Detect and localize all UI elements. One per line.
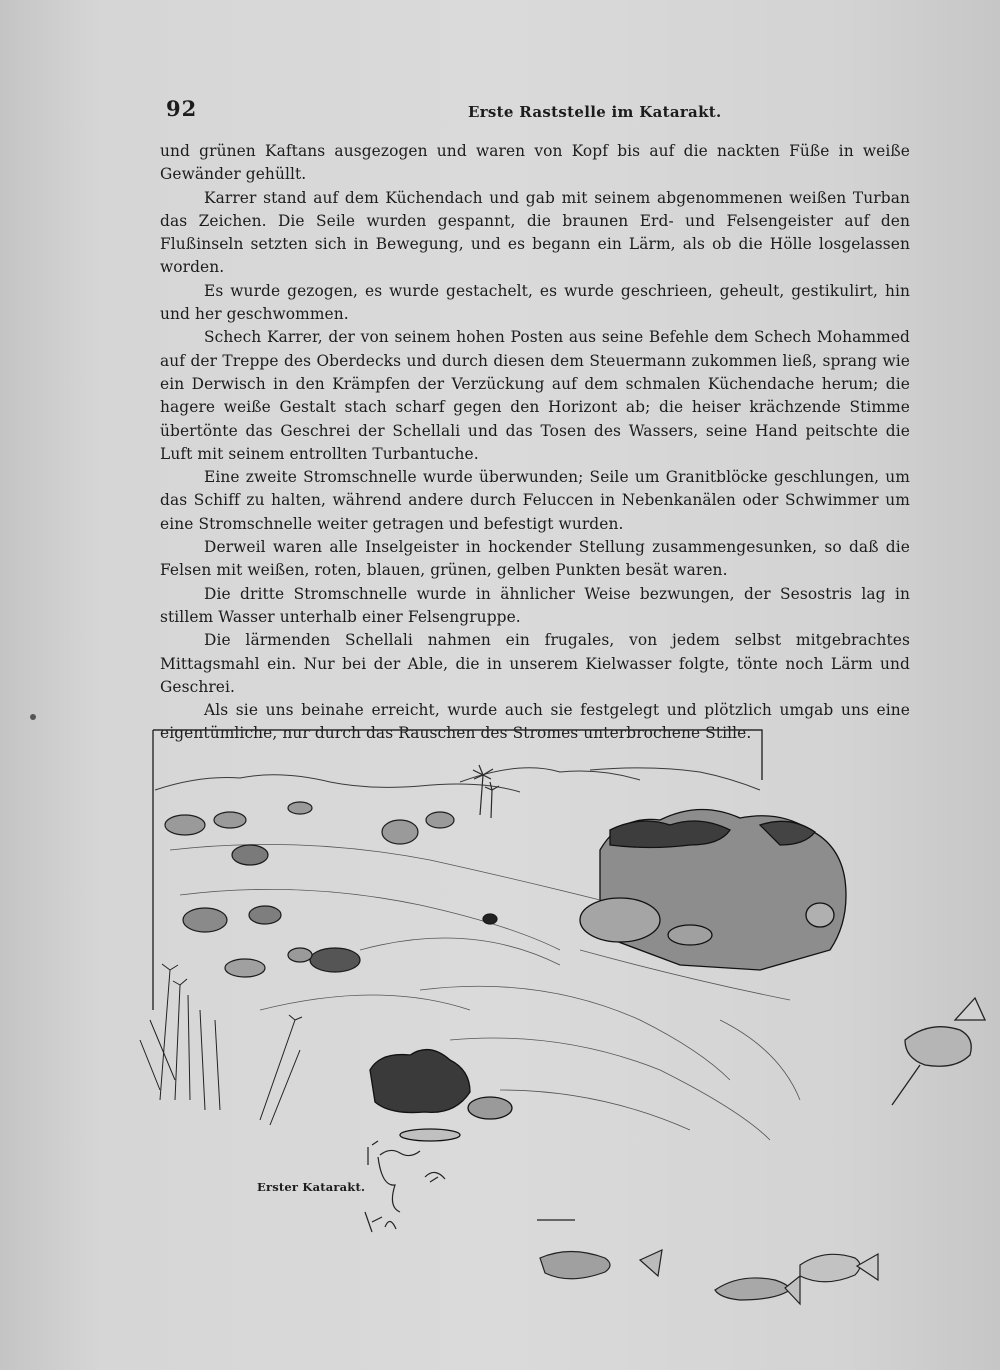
cataract-illustration [0,720,1000,1370]
paragraph: Schech Karrer, der von seinem hohen Posten aus seine Befehle dem Schech Mohammed auf der Treppe des Oberdecks und durch diesen dem Steuermann zukommen ließ, sprang wie ein Derwisch in den Krämpfen der Verzückung auf dem schmalen Küchendache herum; die hagere weiße Gestalt stach scharf gegen den Horizont ab; die heiser krächzende Stimme übertönte das Geschrei der Schellali und das Tosen des Wassers, seine Hand peitschte die Luft mit seinem entrollten Turbantuche. [160,328,910,463]
paragraph: Eine zweite Stromschnelle wurde überwunden; Seile um Granitblöcke geschlungen, um das Schiff zu halten, während andere durch Feluccen in Nebenkanälen oder Schwimmer um eine Stromschnelle weiter getragen und befestigt wurden. [160,468,910,533]
paragraph: Derweil waren alle Inselgeister in hockender Stellung zusammengesunken, so daß die Felsen mit weißen, roten, blauen, grünen, gelben Punkten besät waren. [160,538,910,580]
paragraph: und grünen Kaftans ausgezogen und waren von Kopf bis auf die nackten Füße in weiße Gewänder gehüllt. [160,142,910,184]
running-title: Erste Raststelle im Katarakt. [468,103,722,121]
page-number: 92 [166,96,198,121]
figure-caption: Erster Katarakt. [257,1180,366,1194]
paragraph: Die lärmenden Schellali nahmen ein frugales, von jedem selbst mitgebrachtes Mittagsmahl ein. Nur bei der Able, die in unserem Kielwasser folgte, tönte noch Lärm und Geschrei. [160,631,910,696]
paragraph: Als sie uns beinahe erreicht, wurde auch sie festgelegt und plötzlich umgab uns eine eigentümliche, nur durch das Rauschen des Stromes unterbrochene Stille. [160,701,910,743]
paragraph: Es wurde gezogen, es wurde gestachelt, es wurde geschrieen, geheult, gestikulirt, hin und her geschwommen. [160,281,910,324]
paragraph: Karrer stand auf dem Küchendach und gab mit seinem abgenommenen weißen Turban das Zeichen. Die Seile wurden gespannt, die braunen Erd- und Felsengeister auf den Flußinseln setzten sich in Bewegung, und es begann ein Lärm, als ob die Hölle losgelassen worden. [160,188,910,277]
body-text [160,140,910,746]
paragraph: Die dritte Stromschnelle wurde in ähnlicher Weise bezwungen, der Sesostris lag in stillem Wasser unterhalb einer Felsengruppe. [160,584,910,626]
artist-signature [360,1137,460,1257]
